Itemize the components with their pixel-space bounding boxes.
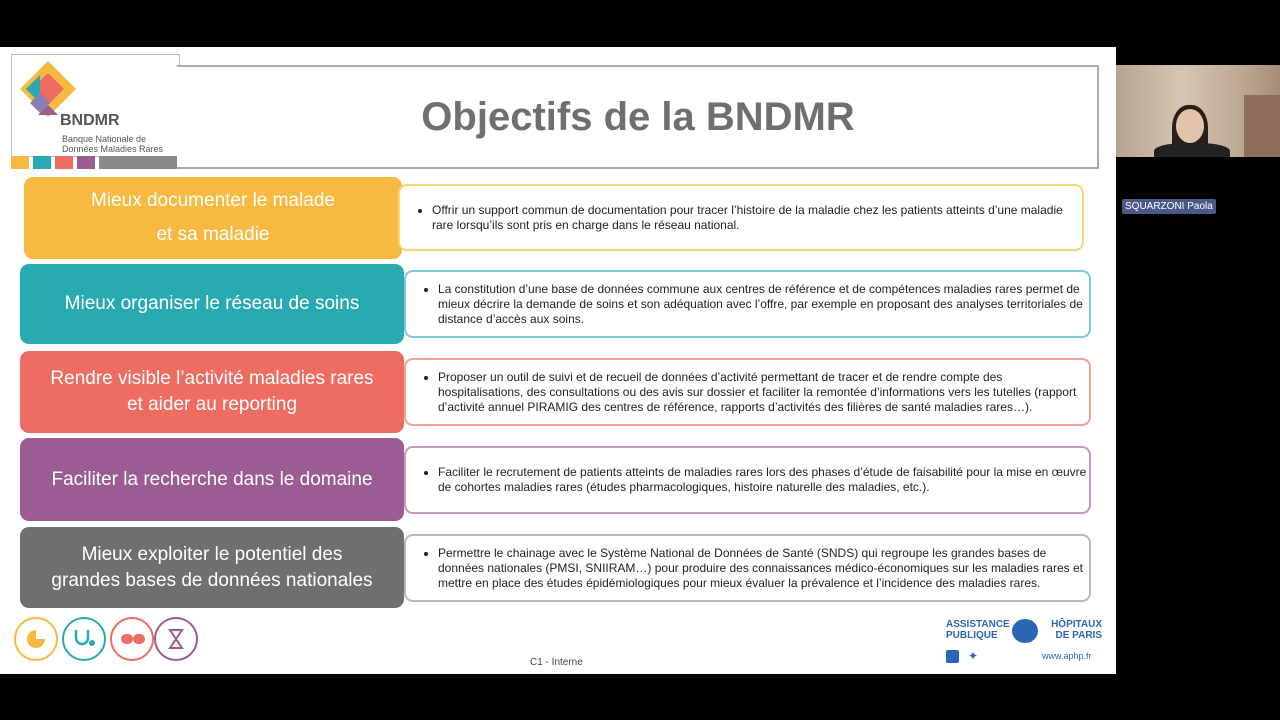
footer-theme-icons <box>14 617 204 665</box>
stethoscope-icon <box>62 617 106 661</box>
classification-label: C1 - Interne <box>530 657 583 668</box>
aphp-url[interactable]: www.aphp.fr <box>1042 651 1092 661</box>
objective-label-line: et aider au reporting <box>126 394 298 415</box>
participant-video[interactable] <box>1116 65 1280 157</box>
objective-desc-text: • Proposer un outil de suivi et de recueil de données d’activité permettant de tracer et de rendre compte des hospitalisations, des consultations ou des avis sur dossier et faciliter la remontée d’informations vers les tutelles (rapport d’activité annuel PIRAMIG des centres de référence, rapports d’activités des filières de santé maladies rares…). <box>438 370 1089 415</box>
slide-title: Objectifs de la BNDMR <box>421 95 855 139</box>
objective-desc-research <box>404 446 1091 514</box>
objective-label-line: Mieux organiser le réseau de soins <box>64 293 360 314</box>
facebook-icon[interactable] <box>946 650 959 663</box>
aphp-right-text: HÔPITAUX DE PARIS <box>1051 619 1102 641</box>
objective-desc-text: • La constitution d’une base de données commune aux centres de référence et de compétences maladies rares permet de mieux décrire la demande de soins et son adéquation avec l’offre, par exemple en proposant des analyses territoriales de distance d’accès aux soins. <box>438 282 1089 327</box>
bndmr-logo-icon <box>16 59 80 119</box>
objective-label-organise <box>20 264 404 344</box>
logo-color-stripe <box>11 156 178 169</box>
objective-desc-text: • Faciliter le recrutement de patients atteints de maladies rares lors des phases d’étude de faisabilité pour la mise en œuvre de cohortes maladies rares (études pharmacologiques, histoire naturelle des maladies, etc.). <box>438 465 1089 495</box>
hourglass-icon <box>154 617 198 661</box>
title-box <box>177 65 1099 169</box>
twitter-icon[interactable]: ✦ <box>968 649 979 663</box>
objective-label-line: et sa maladie <box>156 224 270 245</box>
objective-label-databases <box>20 527 404 608</box>
objective-label-line: Faciliter la recherche dans le domaine <box>51 468 373 490</box>
objective-desc-document <box>398 184 1084 251</box>
aphp-logo <box>946 619 1106 669</box>
objective-desc-text: • Offrir un support commun de documentation pour tracer l’histoire de la maladie chez les patients atteints d’une maladie rare lorsqu’ils sont pris en charge dans le réseau national. <box>432 203 1082 233</box>
pie-chart-icon <box>14 617 58 661</box>
heart-icon <box>1012 619 1038 643</box>
pills-icon <box>110 617 154 661</box>
objective-label-line: Mieux exploiter le potentiel des <box>81 543 343 565</box>
logo-name: BNDMR <box>60 112 120 129</box>
objective-desc-databases <box>404 534 1091 602</box>
aphp-left-text: ASSISTANCE PUBLIQUE <box>946 619 1010 641</box>
objective-label-line: Rendre visible l’activité maladies rares <box>50 368 374 389</box>
bndmr-logo <box>11 54 180 157</box>
presentation-slide <box>0 47 1116 674</box>
logo-subtitle: Banque Nationale de Données Maladies Rares <box>62 134 164 154</box>
objective-label-reporting <box>20 351 404 433</box>
participant-name-tag: SQUARZONI Paola <box>1122 199 1216 214</box>
objective-label-document <box>24 177 402 259</box>
objective-desc-reporting <box>404 358 1091 426</box>
objective-label-research <box>20 438 404 521</box>
objective-label-line: Mieux documenter le malade <box>91 190 335 211</box>
objective-label-line: grandes bases de données nationales <box>51 569 373 591</box>
objective-desc-text: • Permettre le chainage avec le Système National de Données de Santé (SNDS) qui regroupe les grandes bases de données nationales (PMSI, SNIIRAM…) pour produire des connaissances médico-économiques sur les maladies rares et mettre en place des études épidémiologiques pour mieux évaluer la prévalence et l’incidence des maladies rares. <box>438 546 1089 591</box>
objective-desc-organise <box>404 270 1091 338</box>
